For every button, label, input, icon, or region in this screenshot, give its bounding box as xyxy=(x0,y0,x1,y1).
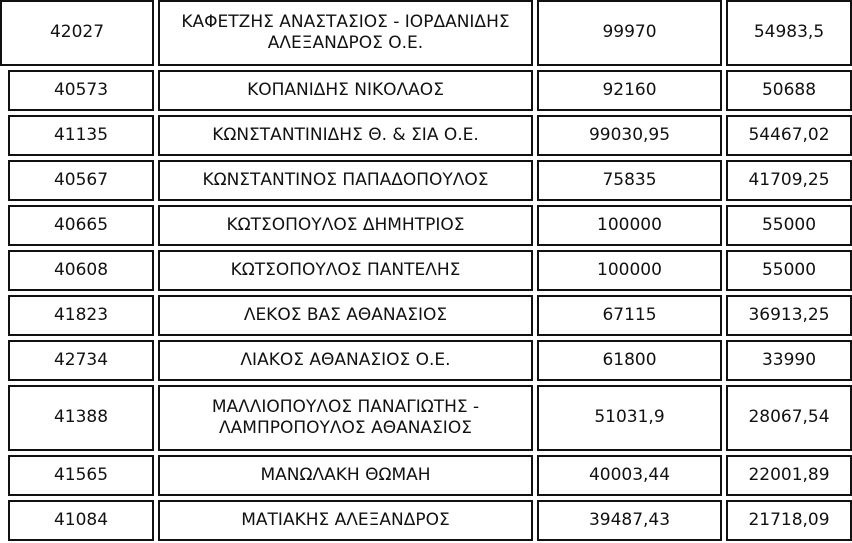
public-expenditure: 50688 xyxy=(726,70,852,111)
public-expenditure: 36913,25 xyxy=(726,295,852,336)
table-row xyxy=(0,295,852,336)
beneficiary-name: ΚΩΝΣΤΑΝΤΙΝΙΔΗΣ Θ. & ΣΙΑ Ο.Ε. xyxy=(158,115,533,156)
table-row xyxy=(0,70,852,111)
beneficiary-code: 41135 xyxy=(8,115,154,156)
public-expenditure: 55000 xyxy=(726,250,852,291)
beneficiary-code: 42734 xyxy=(8,340,154,381)
beneficiary-name: ΛΕΚΟΣ ΒΑΣ ΑΘΑΝΑΣΙΟΣ xyxy=(158,295,533,336)
beneficiary-name: ΚΟΠΑΝΙΔΗΣ ΝΙΚΟΛΑΟΣ xyxy=(158,70,533,111)
beneficiary-code: 41084 xyxy=(8,500,154,541)
beneficiary-code: 40608 xyxy=(8,250,154,291)
beneficiary-name: ΚΑΦΕΤΖΗΣ ΑΝΑΣΤΑΣΙΟΣ - ΙΟΡΔΑΝΙΔΗΣ ΑΛΕΞΑΝΔΡΟΣ Ο.Ε. xyxy=(158,0,533,66)
beneficiary-name: ΚΩΤΣΟΠΟΥΛΟΣ ΔΗΜΗΤΡΙΟΣ xyxy=(158,205,533,246)
total-budget: 75835 xyxy=(537,160,722,201)
table-row xyxy=(0,385,852,451)
beneficiary-name: ΜΑΤΙΑΚΗΣ ΑΛΕΞΑΝΔΡΟΣ xyxy=(158,500,533,541)
beneficiary-code: 41388 xyxy=(8,385,154,451)
total-budget: 92160 xyxy=(537,70,722,111)
public-expenditure: 28067,54 xyxy=(726,385,852,451)
public-expenditure: 21718,09 xyxy=(726,500,852,541)
total-budget: 99970 xyxy=(537,0,722,66)
total-budget: 100000 xyxy=(537,250,722,291)
table-row xyxy=(0,160,852,201)
public-expenditure: 54983,5 xyxy=(726,0,852,66)
beneficiary-code: 41565 xyxy=(8,455,154,496)
beneficiary-code: 40567 xyxy=(8,160,154,201)
total-budget: 40003,44 xyxy=(537,455,722,496)
beneficiary-name: ΚΩΝΣΤΑΝΤΙΝΟΣ ΠΑΠΑΔΟΠΟΥΛΟΣ xyxy=(158,160,533,201)
table-row xyxy=(0,250,852,291)
table-row xyxy=(0,455,852,496)
beneficiary-name: ΜΑΛΛΙΟΠΟΥΛΟΣ ΠΑΝΑΓΙΩΤΗΣ - ΛΑΜΠΡΟΠΟΥΛΟΣ ΑΘΑΝΑΣΙΟΣ xyxy=(158,385,533,451)
public-expenditure: 41709,25 xyxy=(726,160,852,201)
table-row xyxy=(0,340,852,381)
beneficiary-name: ΜΑΝΩΛΑΚΗ ΘΩΜΑΗ xyxy=(158,455,533,496)
beneficiary-name: ΚΩΤΣΟΠΟΥΛΟΣ ΠΑΝΤΕΛΗΣ xyxy=(158,250,533,291)
table-row xyxy=(0,0,852,66)
total-budget: 39487,43 xyxy=(537,500,722,541)
total-budget: 67115 xyxy=(537,295,722,336)
beneficiary-code: 40665 xyxy=(8,205,154,246)
beneficiary-code: 41823 xyxy=(8,295,154,336)
public-expenditure: 55000 xyxy=(726,205,852,246)
public-expenditure: 33990 xyxy=(726,340,852,381)
total-budget: 100000 xyxy=(537,205,722,246)
table-row xyxy=(0,500,852,541)
table-row xyxy=(0,205,852,246)
beneficiary-code: 42027 xyxy=(0,0,154,66)
public-expenditure: 54467,02 xyxy=(726,115,852,156)
public-expenditure: 22001,89 xyxy=(726,455,852,496)
beneficiary-name: ΛΙΑΚΟΣ ΑΘΑΝΑΣΙΟΣ Ο.Ε. xyxy=(158,340,533,381)
beneficiary-code: 40573 xyxy=(8,70,154,111)
total-budget: 51031,9 xyxy=(537,385,722,451)
total-budget: 61800 xyxy=(537,340,722,381)
total-budget: 99030,95 xyxy=(537,115,722,156)
table-row xyxy=(0,115,852,156)
